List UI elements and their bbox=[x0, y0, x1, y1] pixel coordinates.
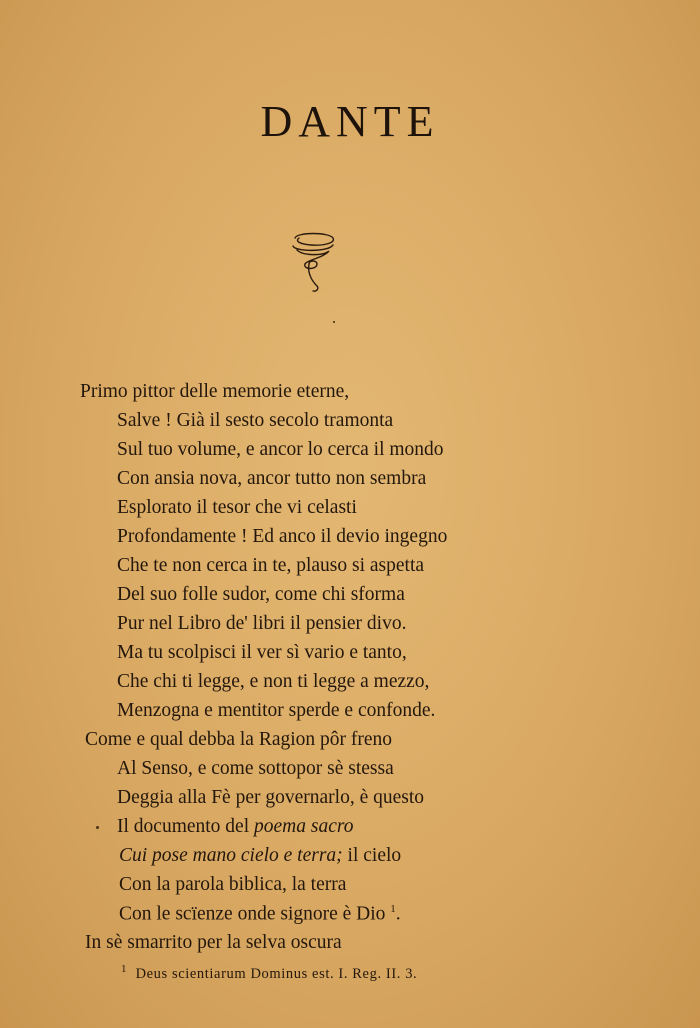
page-title: DANTE bbox=[260, 97, 440, 146]
print-speck bbox=[96, 826, 99, 829]
poem-line: Primo pittor delle memorie eterne, bbox=[80, 381, 350, 402]
poem-line: Con le scïenze onde signore è Dio $^1$. bbox=[119, 903, 401, 925]
poem-line: Sul tuo volume, e ancor lo cerca il mondo bbox=[117, 439, 444, 460]
poem-line: Menzogna e mentitor sperde e confonde. bbox=[117, 700, 436, 721]
poem-line: Che te non cerca in te, plauso si aspetta bbox=[117, 555, 425, 576]
footnote: $^1$ Deus scientiarum Dominus est. I. Reg. II. 3. bbox=[121, 963, 418, 982]
poem-line: Con la parola biblica, la terra bbox=[119, 874, 347, 895]
poem-line: Ma tu scolpisci il ver sì vario e tanto, bbox=[117, 642, 407, 663]
poem-line: Che chi ti legge, e non ti legge a mezzo, bbox=[117, 671, 430, 692]
poem-line: Come e qual debba la Ragion pôr freno bbox=[85, 729, 393, 750]
poem-line: Pur nel Libro de' libri il pensier divo. bbox=[117, 613, 407, 634]
poem-line: Deggia alla Fè per governarlo, è questo bbox=[117, 787, 425, 808]
swirl-ornament-icon bbox=[283, 228, 343, 294]
poem-line: In sè smarrito per la selva oscura bbox=[85, 932, 342, 953]
poem-line: Con ansia nova, ancor tutto non sembra bbox=[117, 468, 427, 489]
poem-line: Del suo folle sudor, come chi sforma bbox=[117, 584, 405, 605]
poem-line: Il documento del poema sacro bbox=[117, 816, 354, 837]
footnote-marker: 1 bbox=[390, 903, 396, 915]
poem-line: Salve ! Già il sesto secolo tramonta bbox=[117, 410, 394, 431]
poem-line: Cui pose mano cielo e terra; il cielo bbox=[119, 845, 402, 866]
poem-line: Al Senso, e come sottopor sè stessa bbox=[117, 758, 394, 779]
decorative-dot bbox=[333, 321, 335, 323]
poem-line: Esplorato il tesor che vi celasti bbox=[117, 497, 357, 518]
poem-line: Profondamente ! Ed anco il devio ingegno bbox=[117, 526, 448, 547]
